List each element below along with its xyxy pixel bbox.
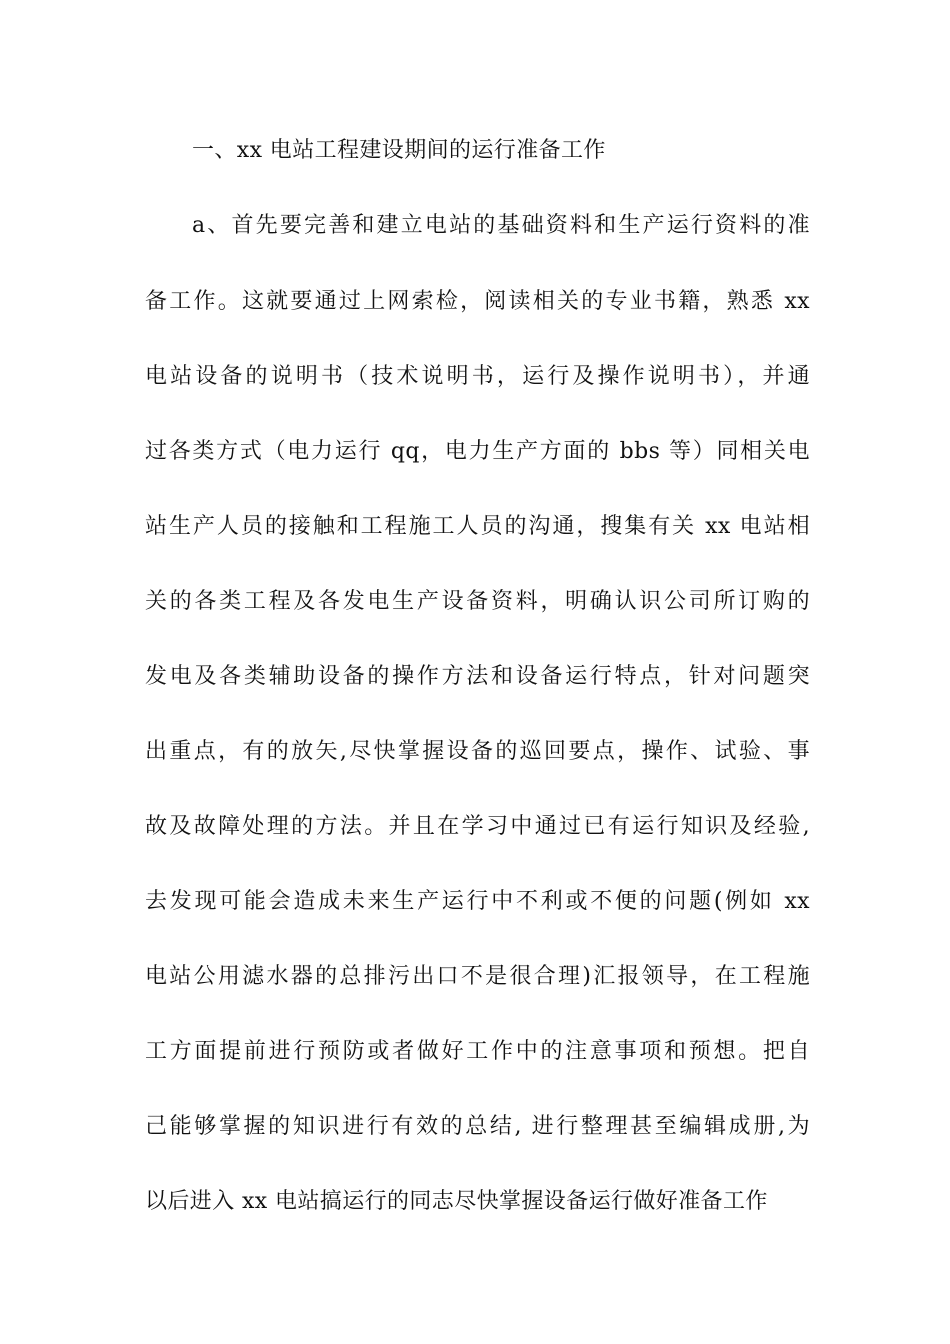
- paragraph-line: 故及故障处理的方法。并且在学习中通过已有运行知识及经验,: [145, 814, 810, 839]
- paragraph-line: 过各类方式（电力运行 qq，电力生产方面的 bbs 等）同相关电: [145, 439, 810, 464]
- paragraph-line: 发电及各类辅助设备的操作方法和设备运行特点，针对问题突: [145, 664, 810, 689]
- paragraph-line: 电站设备的说明书（技术说明书，运行及操作说明书），并通: [145, 364, 810, 389]
- paragraph-line: 关的各类工程及各发电生产设备资料，明确认识公司所订购的: [145, 589, 810, 614]
- paragraph-line: 电站公用滤水器的总排污出口不是很合理)汇报领导，在工程施: [145, 964, 810, 989]
- paragraph-line: 备工作。这就要通过上网索检，阅读相关的专业书籍，熟悉 xx: [145, 289, 810, 314]
- paragraph-line: 以后进入 xx 电站搞运行的同志尽快掌握设备运行做好准备工作: [145, 1189, 768, 1214]
- paragraph-line: 去发现可能会造成未来生产运行中不利或不便的问题(例如 xx: [145, 889, 810, 914]
- paragraph-line: a、首先要完善和建立电站的基础资料和生产运行资料的准: [192, 213, 810, 238]
- paragraph-line: 己能够掌握的知识进行有效的总结, 进行整理甚至编辑成册,为: [145, 1114, 810, 1139]
- paragraph-line: 站生产人员的接触和工程施工人员的沟通，搜集有关 xx 电站相: [145, 514, 810, 539]
- paragraph-line: 工方面提前进行预防或者做好工作中的注意事项和预想。把自: [145, 1039, 810, 1064]
- paragraph-line: 出重点，有的放矢,尽快掌握设备的巡回要点，操作、试验、事: [145, 739, 810, 764]
- section-heading: 一、xx 电站工程建设期间的运行准备工作: [192, 138, 606, 163]
